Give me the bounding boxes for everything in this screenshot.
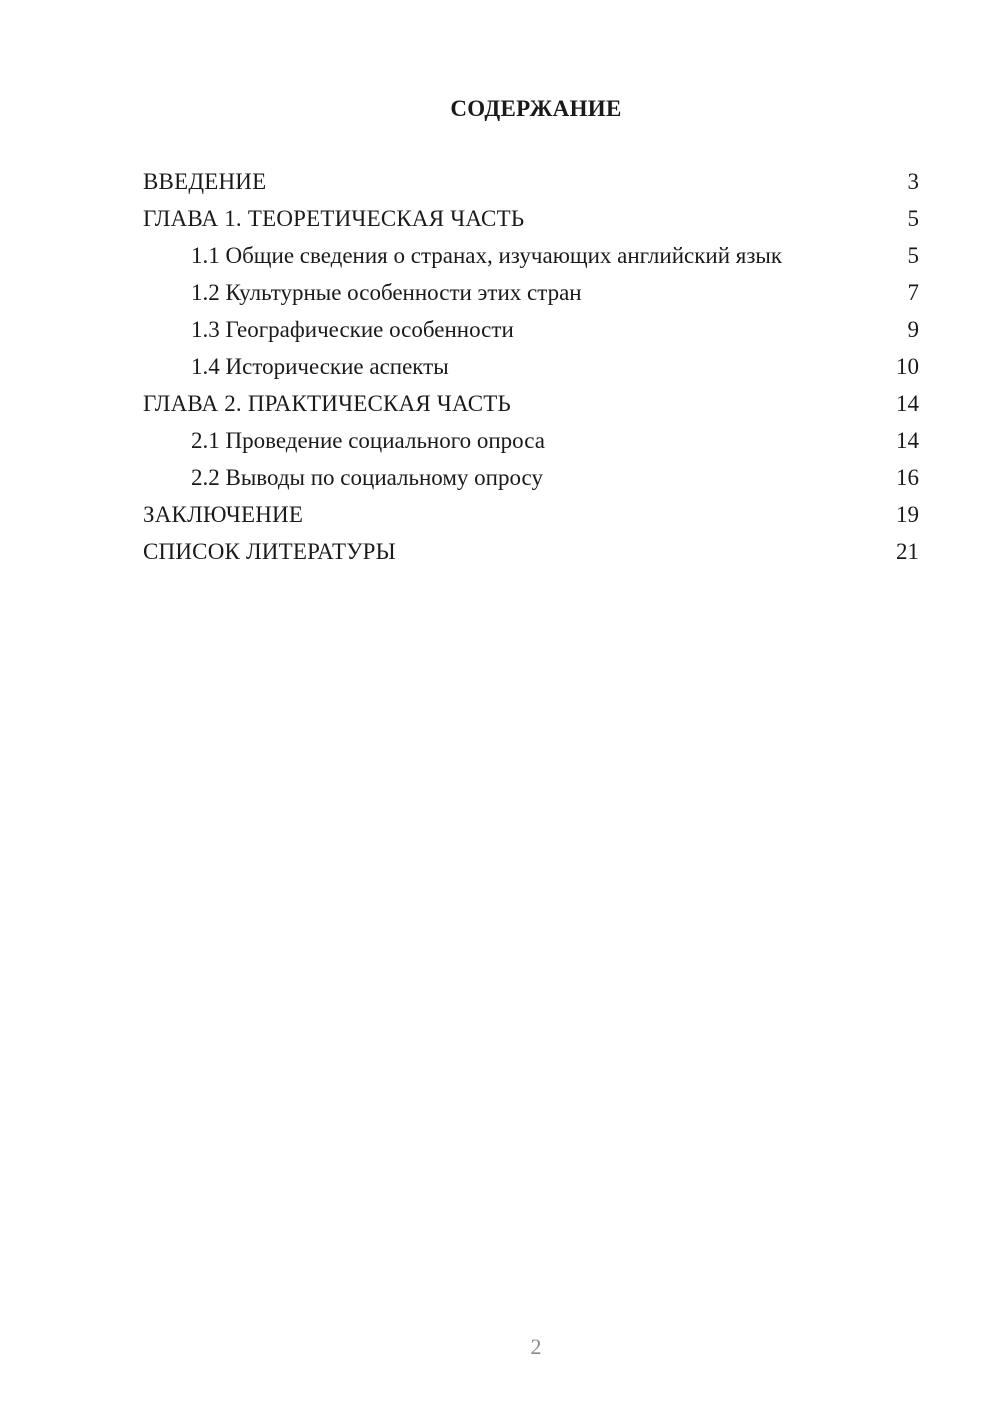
- toc-entry-page: 19: [896, 502, 919, 527]
- toc-entry-page: 10: [896, 354, 919, 379]
- toc-entry-bibliography: [143, 538, 919, 565]
- toc-entry-introduction: [143, 168, 919, 195]
- toc-entry-text: 1.4 Исторические аспекты: [191, 354, 449, 379]
- toc-entry-section-1-3: [143, 316, 919, 343]
- toc-title: СОДЕРЖАНИЕ: [450, 96, 622, 121]
- toc-entry-text: 1.2 Культурные особенности этих стран: [191, 280, 582, 305]
- toc-entry-text: ЗАКЛЮЧЕНИЕ: [143, 502, 304, 527]
- toc-entry-section-1-4: [143, 353, 919, 380]
- toc-entry-page: 21: [896, 539, 919, 564]
- table-of-contents: [143, 168, 919, 575]
- toc-entry-text: СПИСОК ЛИТЕРАТУРЫ: [143, 539, 396, 564]
- toc-entry-page: 9: [907, 317, 919, 342]
- toc-entry-text: ГЛАВА 2. ПРАКТИЧЕСКАЯ ЧАСТЬ: [143, 391, 511, 416]
- toc-entry-page: 5: [907, 206, 919, 231]
- toc-entry-page: 7: [907, 280, 919, 305]
- toc-entry-section-1-1: [143, 242, 919, 269]
- toc-entry-text: 2.1 Проведение социального опроса: [191, 428, 545, 453]
- toc-entry-page: 3: [907, 169, 919, 194]
- toc-entry-text: ВВЕДЕНИЕ: [143, 169, 267, 194]
- toc-entry-page: 14: [896, 391, 919, 416]
- toc-entry-section-2-1: [143, 427, 919, 454]
- toc-entry-section-2-2: [143, 464, 919, 491]
- toc-entry-text: 2.2 Выводы по социальному опросу: [191, 465, 543, 490]
- toc-entry-page: 14: [896, 428, 919, 453]
- toc-entry-page: 16: [896, 465, 919, 490]
- toc-entry-chapter-2: [143, 390, 919, 417]
- toc-entry-page: 5: [907, 243, 919, 268]
- page-number: 2: [530, 1334, 542, 1359]
- toc-entry-conclusion: [143, 501, 919, 528]
- toc-entry-text: 1.1 Общие сведения о странах, изучающих английский язык: [191, 243, 783, 268]
- toc-entry-chapter-1: [143, 205, 919, 232]
- toc-entry-section-1-2: [143, 279, 919, 306]
- toc-entry-text: ГЛАВА 1. ТЕОРЕТИЧЕСКАЯ ЧАСТЬ: [143, 206, 525, 231]
- toc-entry-text: 1.3 Географические особенности: [191, 317, 514, 342]
